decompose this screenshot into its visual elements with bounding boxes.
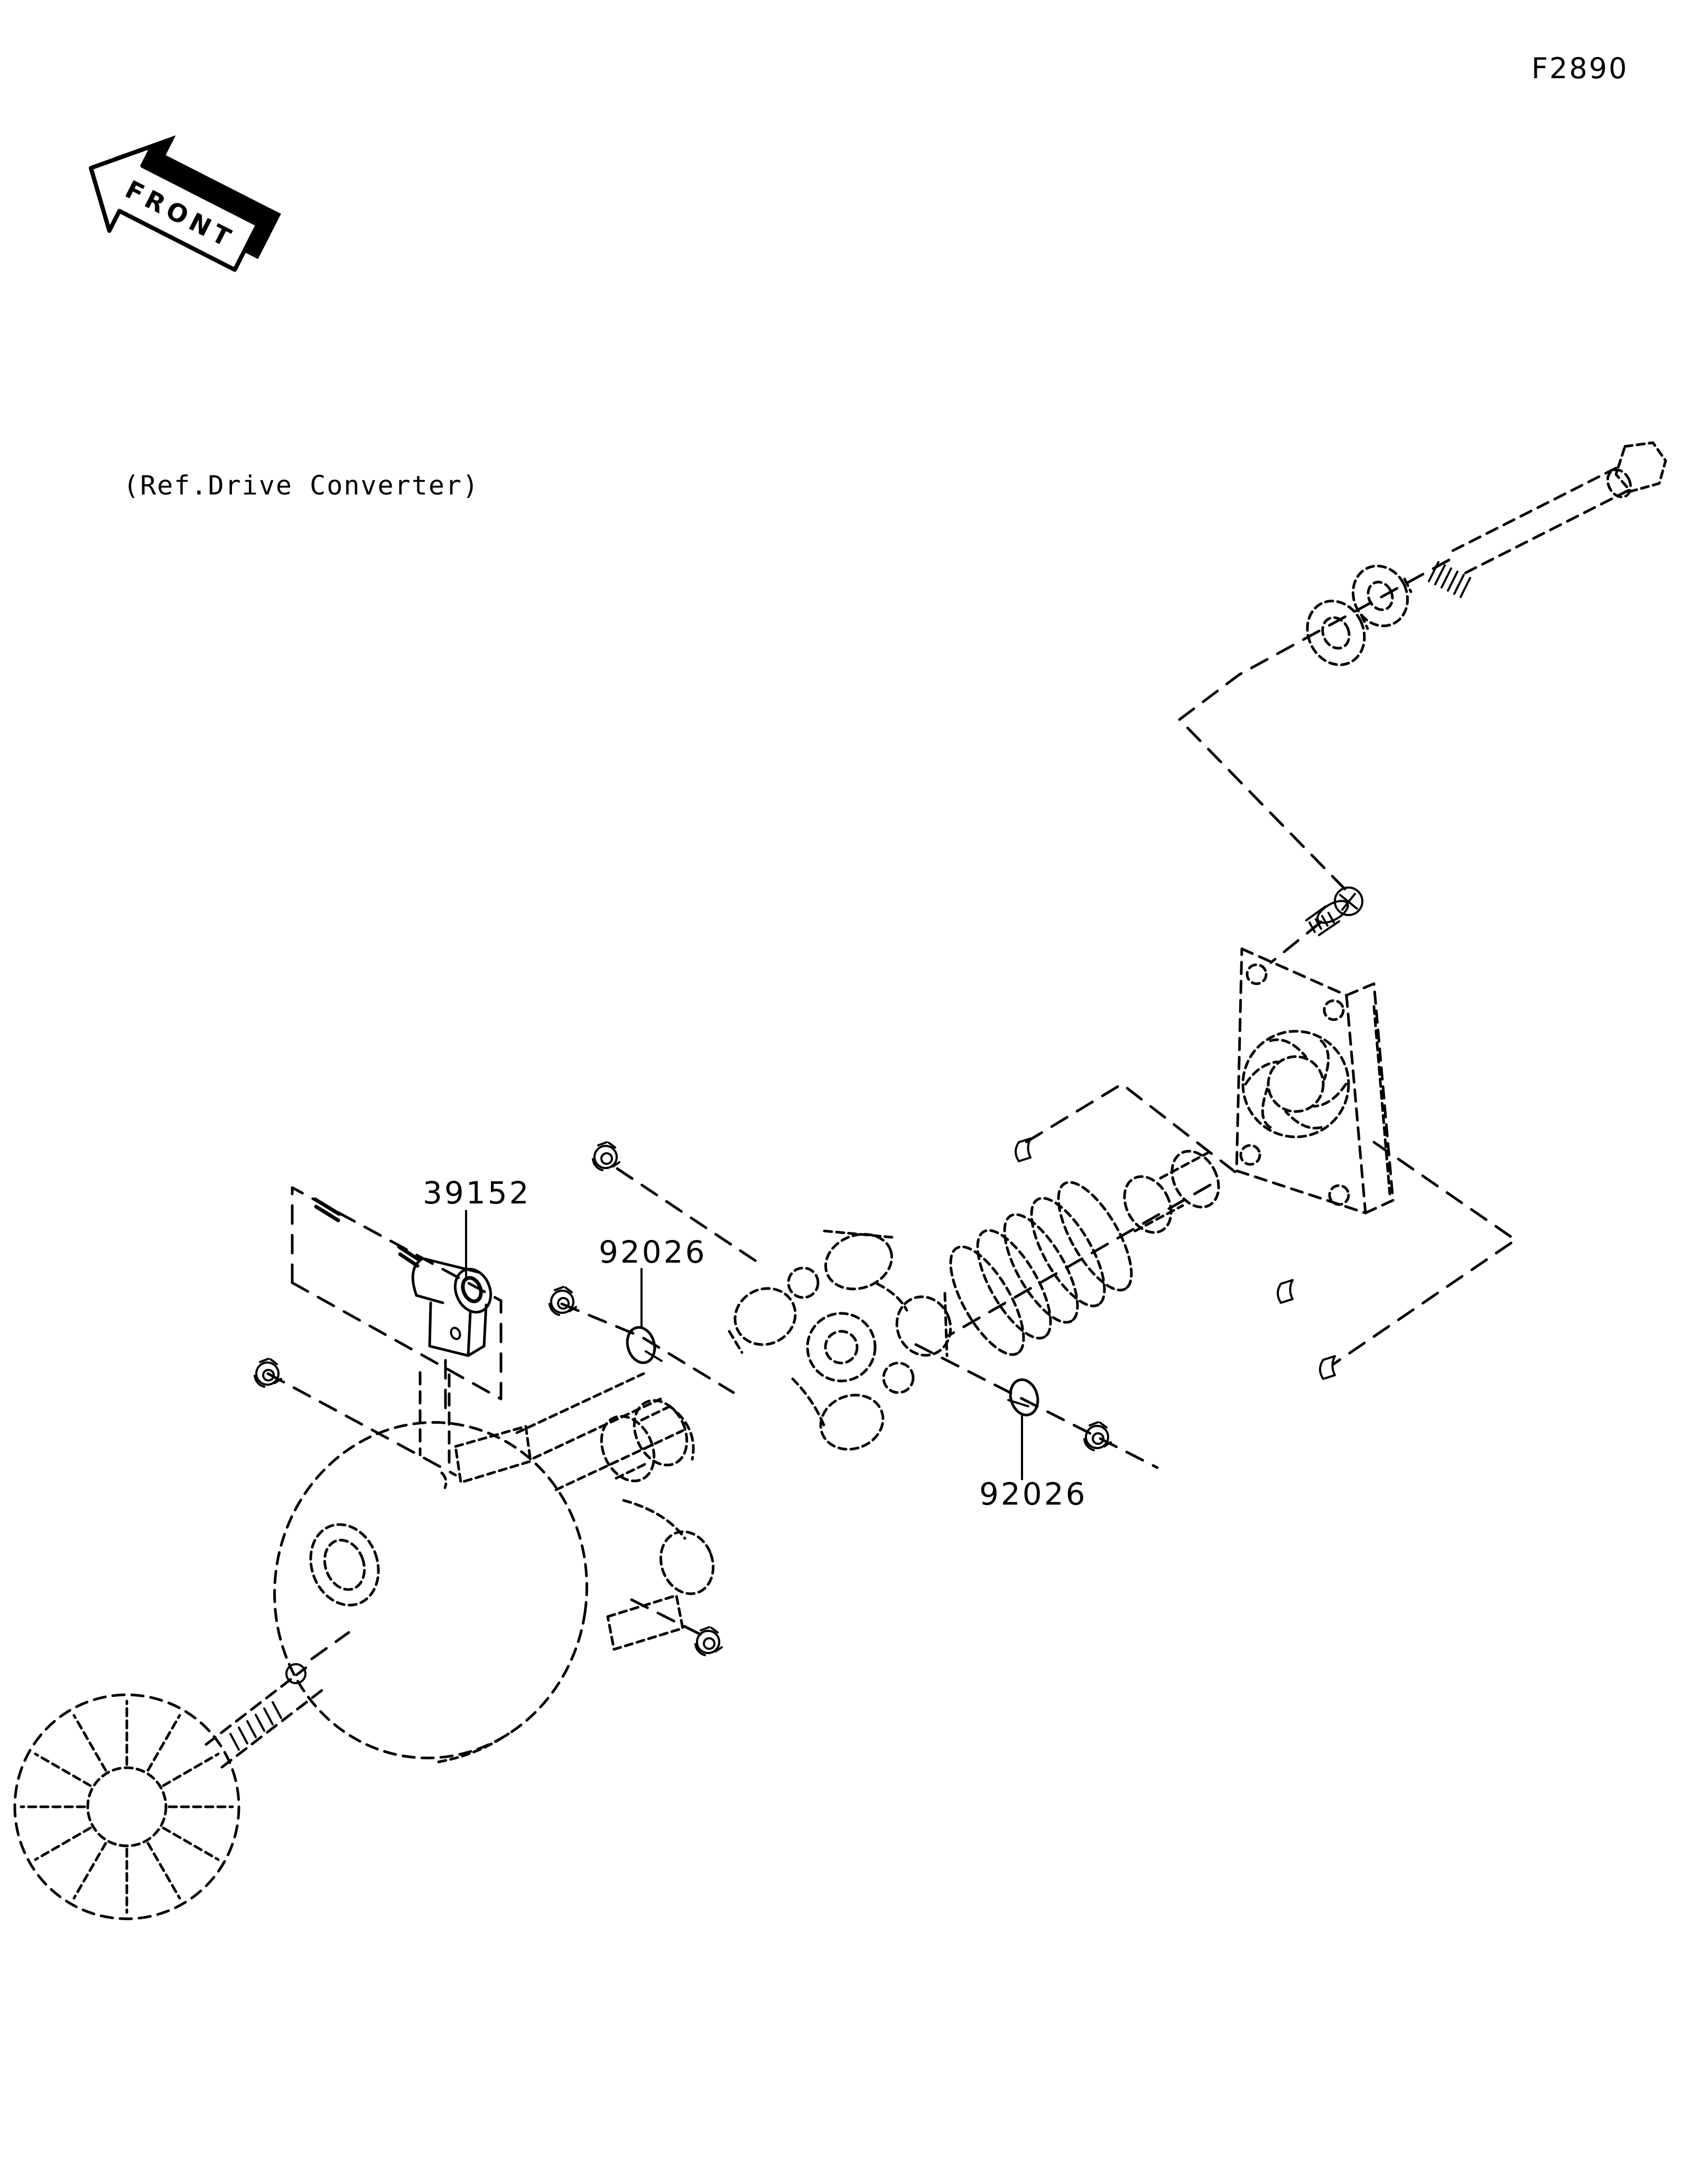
pivot-pin: [315, 1199, 419, 1266]
part-number-39152: 39152: [423, 1175, 531, 1211]
part-number-92026-upper: 92026: [599, 1234, 707, 1270]
flange-nut: [1084, 1422, 1111, 1450]
retaining-clip: [1320, 1356, 1335, 1379]
coil-spring: [936, 1172, 1145, 1365]
figure-code: F2890: [1531, 52, 1629, 85]
retaining-clip: [1278, 1280, 1293, 1303]
washer-small: [1343, 557, 1417, 634]
collar-bushing: [1115, 1143, 1228, 1240]
movable-drive-face: [253, 1373, 722, 1778]
shim-92026-lower: [1007, 1376, 1042, 1418]
leader-lines: [268, 560, 1516, 1659]
drive-shaft: [1429, 443, 1666, 597]
washer-large: [1297, 592, 1375, 674]
callout-92026-upper: [599, 1234, 707, 1326]
spline-ticks: [1429, 562, 1470, 597]
ramp-plate: [1237, 949, 1393, 1213]
fixed-drive-face: [15, 1664, 325, 1919]
part-number-92026-lower: 92026: [979, 1476, 1088, 1512]
retaining-clip: [1016, 1138, 1030, 1161]
reference-title: (Ref.Drive Converter): [123, 470, 480, 501]
spider-assembly: [726, 1225, 959, 1458]
flange-nut: [695, 1627, 722, 1655]
front-label: FRONT: [120, 175, 240, 255]
flange-nut: [550, 1287, 576, 1315]
flange-nut: [593, 1142, 619, 1170]
callout-92026-lower: [979, 1416, 1088, 1512]
part-39152-weight: [413, 1258, 497, 1356]
front-direction-marker: [69, 108, 291, 297]
